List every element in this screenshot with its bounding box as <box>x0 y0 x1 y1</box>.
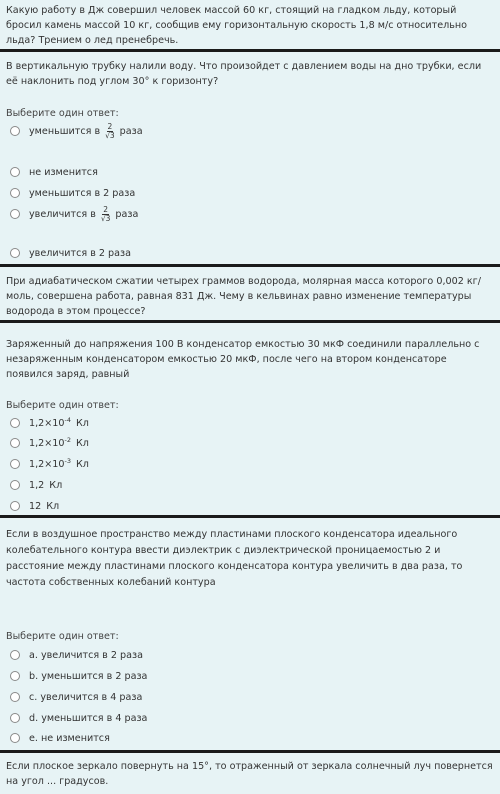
value-base: 1,2×10 <box>29 458 65 470</box>
option-label: b. уменьшится в 2 раза <box>29 670 148 682</box>
answer-option[interactable] <box>10 648 143 662</box>
answer-option[interactable] <box>10 436 89 450</box>
radio-button[interactable] <box>10 209 20 219</box>
fraction <box>105 123 115 140</box>
radio-button[interactable] <box>10 692 20 702</box>
option-unit: Кл <box>49 479 63 491</box>
option-unit: Кл <box>76 458 89 470</box>
radio-button[interactable] <box>10 126 20 136</box>
answer-option[interactable] <box>10 186 135 200</box>
option-label: уменьшится в 2 раза <box>29 187 136 199</box>
radio-button[interactable] <box>10 167 20 177</box>
answer-option[interactable] <box>10 669 147 683</box>
question-text: В вертикальную трубку налили воду. Что произойдет с давлением воды на дно трубки, если её наклонить под углом 30° к горизонту? <box>6 61 482 87</box>
radio-button[interactable] <box>10 671 20 681</box>
answer-option[interactable] <box>10 416 89 430</box>
question-text: При адиабатическом сжатии четырех граммов водорода, молярная масса которого 0,002 кг/моль, совершена работа, равная 831 Дж. Чему в кельвинах равно изменение температуры водорода в этом процессе? <box>6 276 481 317</box>
value-exponent: -4 <box>64 415 71 424</box>
radio-button[interactable] <box>10 480 20 490</box>
radio-button[interactable] <box>10 650 20 660</box>
fraction <box>101 206 111 223</box>
option-label: a. увеличится в 2 раза <box>29 649 143 661</box>
option-label: увеличится в <box>29 208 96 220</box>
option-value: 1,2 <box>29 479 45 491</box>
question-text: Если в воздушное пространство между пластинами плоского конденсатора идеального колебательного контура ввести диэлектрик с диэлектрической проницаемостью 2 и расстояние между пластинами плоского конденсатора контура увеличить в два раза, то частота собственных колебаний контура <box>6 529 463 588</box>
fraction-denominator: √3 <box>100 213 111 223</box>
option-value: 12 <box>29 500 42 512</box>
option-unit: Кл <box>76 417 89 429</box>
answer-prompt: Выберите один ответ: <box>6 400 119 411</box>
option-label: не изменится <box>29 166 98 178</box>
radio-button[interactable] <box>10 188 20 198</box>
option-label-suffix: раза <box>119 125 143 137</box>
radio-button[interactable] <box>10 501 20 511</box>
answer-option[interactable] <box>10 165 98 179</box>
answer-option[interactable] <box>10 499 59 513</box>
answer-option[interactable] <box>10 690 142 704</box>
option-label: d. уменьшится в 4 раза <box>29 712 148 724</box>
answer-option[interactable] <box>10 121 143 140</box>
option-label: e. не изменится <box>29 732 110 744</box>
question-4 <box>0 323 500 515</box>
question-text: Какую работу в Дж совершил человек массой 60 кг, стоящий на гладком льду, который бросил камень массой 10 кг, сообщив ему горизонтальную скорость 1,8 м/с относительно льда? Трением о лед пренебречь. <box>6 5 468 46</box>
option-label: c. увеличится в 4 раза <box>29 691 143 703</box>
answer-prompt: Выберите один ответ: <box>6 108 119 119</box>
radio-button[interactable] <box>10 733 20 743</box>
radio-button[interactable] <box>10 248 20 258</box>
radio-button[interactable] <box>10 438 20 448</box>
question-6 <box>0 753 500 794</box>
question-3 <box>0 267 500 320</box>
fraction-denominator: √3 <box>105 130 115 140</box>
value-base: 1,2×10 <box>29 417 65 429</box>
value-exponent: -3 <box>64 456 71 465</box>
value-base: 1,2×10 <box>29 437 65 449</box>
option-label-suffix: раза <box>115 208 139 220</box>
option-label: увеличится в 2 раза <box>29 247 131 259</box>
answer-prompt: Выберите один ответ: <box>6 631 119 642</box>
question-1 <box>0 0 500 49</box>
option-unit: Кл <box>76 437 89 449</box>
value-exponent: -2 <box>64 435 71 444</box>
answer-option[interactable] <box>10 246 131 260</box>
radio-button[interactable] <box>10 713 20 723</box>
answer-option[interactable] <box>10 457 89 471</box>
option-value <box>29 456 71 470</box>
option-label: уменьшится в <box>29 125 101 137</box>
answer-option[interactable] <box>10 711 147 725</box>
question-5 <box>0 518 500 750</box>
answer-option[interactable] <box>10 478 62 492</box>
fraction-numerator: 2 <box>103 204 109 214</box>
fraction-numerator: 2 <box>107 121 113 131</box>
question-text: Если плоское зеркало повернуть на 15°, то отраженный от зеркала солнечный луч повернется на угол ... градусов. <box>6 761 493 787</box>
answer-option[interactable] <box>10 204 139 223</box>
question-2 <box>0 52 500 264</box>
option-value <box>29 415 71 429</box>
option-value <box>29 435 71 449</box>
option-unit: Кл <box>46 500 60 512</box>
radio-button[interactable] <box>10 418 20 428</box>
radio-button[interactable] <box>10 459 20 469</box>
answer-option[interactable] <box>10 731 110 745</box>
question-text: Заряженный до напряжения 100 В конденсатор емкостью 30 мкФ соединили параллельно с незаряженным конденсатором емкостью 20 мкФ, после чего на втором конденсаторе появился заряд, равный <box>6 339 480 380</box>
